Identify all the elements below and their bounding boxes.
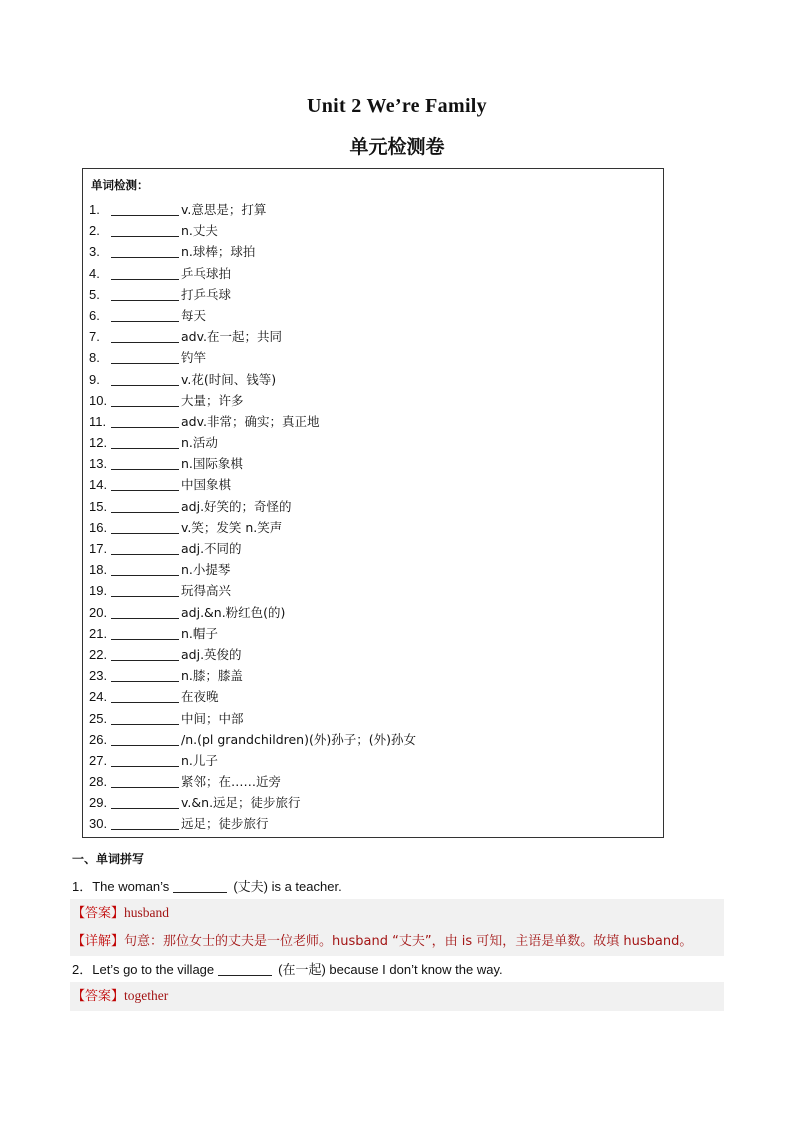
vocab-meaning: 中间；中部 [181,710,244,726]
answer-panel-2 [70,982,724,1011]
vocab-number: 23. [89,668,108,684]
vocab-item [89,750,649,771]
vocab-number: 1. [89,202,100,217]
vocab-blank[interactable] [111,244,179,258]
vocab-blank[interactable] [111,689,179,703]
vocab-list [89,199,649,835]
vocab-number: 16. [89,519,108,535]
vocab-number: 8. [89,350,100,366]
vocab-item [89,390,649,411]
vocab-blank[interactable] [111,266,179,280]
vocab-number: 4. [89,265,100,281]
vocab-blank[interactable] [111,329,179,343]
vocab-number: 20. [89,604,108,620]
vocab-number: 6. [89,307,100,323]
vocab-number: 22. [89,646,108,662]
vocab-number: 7. [89,329,100,345]
vocab-item [89,474,649,495]
answer-blank[interactable] [218,963,272,976]
detail-tag: 【详解】 [72,934,125,949]
vocab-item [89,792,649,813]
vocab-number: 27. [89,752,108,768]
vocab-meaning: n.儿子 [181,752,218,768]
vocab-meaning: adj.好笑的；奇怪的 [181,498,292,514]
vocab-blank[interactable] [111,816,179,830]
detail-text: 句意：那位女士的丈夫是一位老师。husband “丈夫”，由 is 可知，主语是单数。故填 husband。 [124,934,693,949]
vocab-item [89,580,649,601]
vocab-meaning: n.膝；膝盖 [181,668,243,684]
vocab-blank[interactable] [111,647,179,661]
vocab-meaning: adj.英俊的 [181,646,242,662]
vocab-meaning: adj.不同的 [181,541,242,556]
answer-text: together [124,988,169,1003]
vocab-item [89,813,649,834]
vocab-blank[interactable] [111,583,179,597]
vocab-number: 21. [89,625,108,641]
vocab-blank[interactable] [111,541,179,555]
vocab-meaning: 中国象棋 [181,477,232,493]
vocab-number: 14. [89,477,108,493]
vocab-blank[interactable] [111,202,179,216]
question-number: 1． [72,879,93,894]
vocab-meaning: v.笑；发笑 n.笑声 [181,519,283,535]
vocab-item [89,686,649,707]
vocab-number: 19. [89,583,108,599]
vocab-item [89,602,649,623]
vocab-blank[interactable] [111,795,179,809]
answer-text: husband [124,905,170,920]
vocab-blank[interactable] [111,732,179,746]
vocab-item [89,517,649,538]
vocab-meaning: n.小提琴 [181,562,231,578]
question-1 [72,876,342,895]
answer-line [70,899,724,928]
vocab-item [89,220,649,241]
vocab-meaning: adj.&n.粉红色(的) [181,604,286,620]
vocab-blank[interactable] [111,626,179,640]
vocab-blank[interactable] [111,562,179,576]
vocab-blank[interactable] [111,308,179,322]
vocab-number: 11. [89,413,107,429]
vocab-blank[interactable] [111,774,179,788]
vocab-item [89,644,649,665]
vocab-meaning: n.丈夫 [181,223,218,239]
vocab-item [89,369,649,390]
vocab-meaning: v.花(时间、钱等) [181,371,277,387]
vocab-number: 29. [89,795,108,811]
vocab-number: 2. [89,223,100,239]
detail-line [70,928,724,956]
vocab-blank[interactable] [111,287,179,301]
vocab-blank[interactable] [111,605,179,619]
section-heading: 一、单词拼写 [72,852,145,866]
vocab-item [89,411,649,432]
vocab-blank[interactable] [111,372,179,386]
vocab-blank[interactable] [111,477,179,491]
vocab-number: 30. [89,816,108,832]
vocab-item [89,432,649,453]
vocab-number: 3. [89,244,100,260]
answer-panel-1 [70,899,724,956]
answer-blank[interactable] [173,880,227,893]
question-number: 2． [72,962,93,977]
vocab-number: 24. [89,689,108,705]
vocab-item [89,623,649,644]
vocab-item [89,496,649,517]
question-text-before: The woman’s [92,879,170,894]
vocab-number: 18. [89,562,108,578]
vocab-meaning: 乒乓球拍 [181,265,232,281]
vocab-label: 单词检测： [91,178,149,192]
vocab-item [89,199,649,220]
vocab-item [89,263,649,284]
vocab-item [89,665,649,686]
vocab-blank[interactable] [111,456,179,470]
vocab-number: 26. [89,731,108,747]
vocab-item [89,305,649,326]
vocab-meaning: n.活动 [181,435,218,451]
vocab-box [82,168,664,838]
vocab-meaning: adv.非常；确实；真正地 [181,413,320,429]
answer-tag: 【答案】 [72,989,125,1004]
vocab-item [89,326,649,347]
vocab-meaning: 紧邻；在……近旁 [181,774,282,790]
vocab-meaning: adv.在一起；共同 [181,329,282,345]
vocab-blank[interactable] [111,435,179,449]
answer-line [70,982,724,1011]
page-title: Unit 2 We’re Family [307,95,487,117]
vocab-number: 25. [89,710,108,726]
vocab-meaning: 钓竿 [181,350,207,366]
question-text-after: (丈夫) is a teacher. [233,879,342,894]
vocab-item [89,453,649,474]
vocab-item [89,559,649,580]
vocab-number: 5. [89,286,100,302]
vocab-item [89,729,649,750]
vocab-item [89,771,649,792]
vocab-meaning: v.&n.远足；徒步旅行 [181,795,301,811]
vocab-meaning: 打乒乓球 [181,286,232,302]
vocab-number: 13. [89,456,108,472]
vocab-meaning: n.国际象棋 [181,456,243,472]
vocab-item [89,241,649,262]
vocab-item [89,347,649,368]
vocab-blank[interactable] [111,520,179,534]
vocab-blank[interactable] [111,499,179,513]
answer-tag: 【答案】 [72,906,125,921]
page-subtitle: 单元检测卷 [349,136,445,158]
vocab-meaning: n.帽子 [181,625,218,641]
vocab-blank[interactable] [111,668,179,682]
vocab-blank[interactable] [111,711,179,725]
vocab-number: 17. [89,541,108,556]
vocab-meaning: 在夜晚 [181,689,219,705]
vocab-meaning: 远足；徒步旅行 [181,816,269,832]
vocab-meaning: 每天 [181,307,207,323]
vocab-blank[interactable] [111,414,179,428]
vocab-item [89,538,649,559]
vocab-blank[interactable] [111,393,179,407]
vocab-number: 28. [89,774,108,790]
vocab-number: 10. [89,392,108,408]
vocab-meaning: 玩得高兴 [181,583,232,599]
question-text-after: (在一起) because I don’t know the way. [278,962,503,977]
vocab-meaning: v.意思是；打算 [181,202,267,217]
question-text-before: Let’s go to the village [92,962,215,977]
vocab-blank[interactable] [111,223,179,237]
vocab-number: 9. [89,371,100,387]
vocab-meaning: n.球棒；球拍 [181,244,256,260]
vocab-meaning: 大量；许多 [181,392,244,408]
vocab-meaning: /n.(pl grandchildren)(外)孙子；(外)孙女 [181,731,416,747]
question-2 [72,959,503,978]
vocab-blank[interactable] [111,350,179,364]
vocab-item [89,708,649,729]
vocab-item [89,284,649,305]
vocab-number: 15. [89,498,108,514]
vocab-blank[interactable] [111,753,179,767]
vocab-number: 12. [89,435,108,451]
